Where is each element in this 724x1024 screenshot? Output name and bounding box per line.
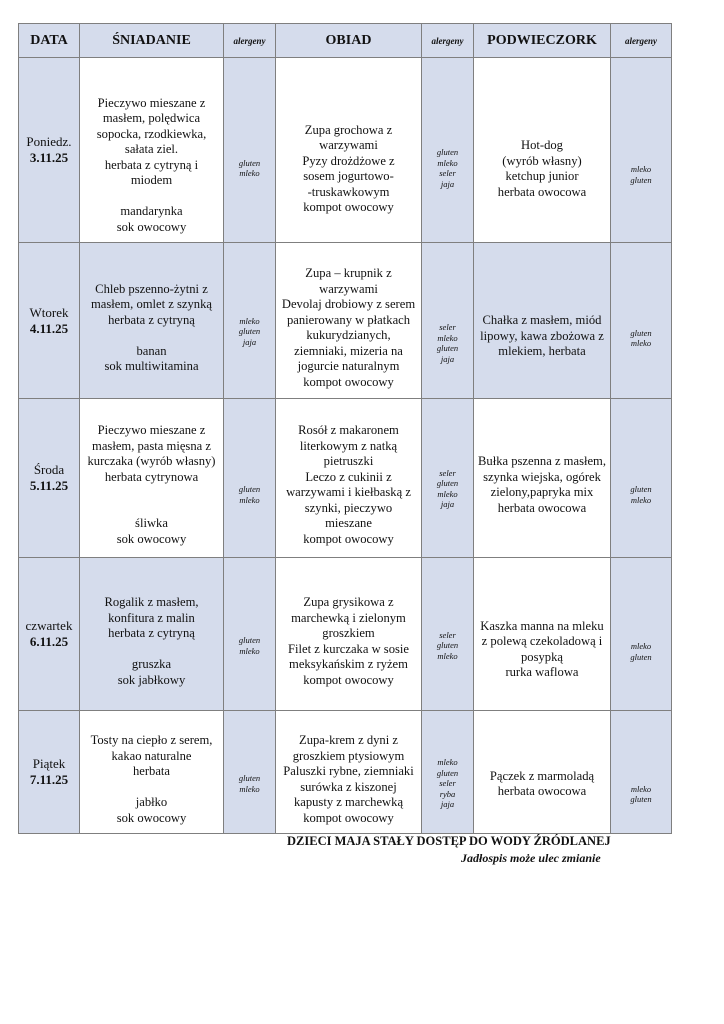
day-name: Piątek <box>32 756 66 771</box>
lunch-allergens: seler mleko gluten jaja <box>436 322 459 364</box>
header-row <box>19 24 672 58</box>
snack-cell: Bułka pszenna z masłem, szynka wiejska, ogórek zielony,papryka mix herbata owocowa <box>478 454 606 515</box>
breakfast-allergens: mleko gluten jaja <box>238 315 261 347</box>
header-date: DATA <box>19 24 80 58</box>
breakfast-allergens: gluten mleko <box>238 157 261 178</box>
snack-allergens: mleko gluten <box>630 164 652 185</box>
day-date: 6.11.25 <box>29 634 69 649</box>
lunch-allergens: seler gluten mleko <box>436 629 459 661</box>
snack-cell: Chałka z masłem, miód lipowy, kawa zbożowa z mlekiem, herbata <box>480 313 604 359</box>
day-name: Poniedz. <box>26 134 72 149</box>
day-date: 4.11.25 <box>29 320 69 336</box>
day-date: 3.11.25 <box>29 150 69 165</box>
breakfast-cell: Pieczywo mieszane z masłem, polędwica sopocka, rzodkiewka, sałata ziel. herbata z cytryną i miodem mandarynka sok owocowy <box>96 95 207 234</box>
breakfast-cell: Tosty na ciepło z serem, kakao naturalne herbata jabłko sok owocowy <box>90 733 213 825</box>
day-cell <box>19 134 79 166</box>
day-cell <box>19 756 79 788</box>
day-row-thursday <box>19 558 672 711</box>
snack-cell: Kaszka manna na mleku z polewą czekoladową i posypką rurka waflowa <box>480 618 604 679</box>
day-cell <box>19 305 79 337</box>
water-notice: DZIECI MAJA STAŁY DOSTĘP DO WODY ŹRÓDLANEJ <box>287 834 611 848</box>
breakfast-allergens: gluten mleko <box>238 773 261 794</box>
day-cell <box>19 462 79 494</box>
lunch-allergens: gluten mleko seler jaja <box>436 147 459 189</box>
header-breakfast-allergens: alergeny <box>224 24 276 58</box>
snack-cell: Hot-dog (wyrób własny) ketchup junior herbata owocowa <box>497 138 587 199</box>
menu-change-notice: Jadłospis może ulec zmianie <box>461 851 601 865</box>
lunch-cell: Zupa grysikowa z marchewką i zielonym groszkiem Filet z kurczaka w sosie meksykańskim z ryżem kompot owocowy <box>288 595 409 687</box>
day-row-wednesday <box>19 399 672 558</box>
breakfast-allergens: gluten mleko <box>238 635 261 656</box>
snack-allergens: gluten mleko <box>630 484 652 505</box>
breakfast-cell: Rogalik z masłem, konfitura z malin herbata z cytryną gruszka sok jabłkowy <box>104 595 199 687</box>
day-date: 5.11.25 <box>29 478 69 493</box>
day-date: 7.11.25 <box>29 772 69 787</box>
header-breakfast: ŚNIADANIE <box>80 24 224 58</box>
breakfast-cell: Chleb pszenno-żytni z masłem, omlet z szynką herbata z cytryną banan sok multiwitamina <box>90 281 212 373</box>
menu-table <box>18 23 672 834</box>
day-row-monday <box>19 58 672 243</box>
breakfast-cell: Pieczywo mieszane z masłem, pasta mięsna z kurczaka (wyrób własny) herbata cytrynowa śliwka sok owocowy <box>87 423 216 546</box>
lunch-cell: Zupa-krem z dyni z groszkiem ptysiowym Paluszki rybne, ziemniaki surówka z kiszonej kapusty z marchewką kompot owocowy <box>283 733 414 825</box>
lunch-allergens: seler gluten mleko jaja <box>436 467 459 509</box>
header-snack-allergens: alergeny <box>611 24 672 58</box>
snack-allergens: mleko gluten <box>630 641 652 662</box>
header-lunch: OBIAD <box>276 24 422 58</box>
snack-allergens: mleko gluten <box>630 783 652 804</box>
day-name: Środa <box>33 462 65 477</box>
day-name: czwartek <box>25 618 73 633</box>
lunch-cell: Zupa – krupnik z warzywami Devolaj drobiowy z serem panierowany w płatkach kukurydzianych, ziemniaki, mizeria na jogurcie naturalnym kompot owocowy <box>281 266 416 389</box>
lunch-allergens: mleko gluten seler ryba jaja <box>436 757 459 810</box>
lunch-cell: Rosół z makaronem literkowym z natką pietruszki Leczo z cukinii z warzywami i kiełbaską z szynki, pieczywo mieszane kompot owocowy <box>286 423 411 546</box>
day-row-friday <box>19 711 672 834</box>
breakfast-allergens: gluten mleko <box>238 484 261 505</box>
day-name: Wtorek <box>29 304 69 320</box>
snack-allergens: gluten mleko <box>630 327 652 348</box>
day-cell <box>19 618 79 650</box>
header-lunch-allergens: alergeny <box>422 24 474 58</box>
snack-cell: Pączek z marmoladą herbata owocowa <box>489 768 595 798</box>
lunch-cell: Zupa grochowa z warzywami Pyzy drożdżowe z sosem jogurtowo- -truskawkowym kompot owocowy <box>302 122 395 214</box>
day-row-tuesday <box>19 243 672 399</box>
header-snack: PODWIECZORK <box>474 24 611 58</box>
